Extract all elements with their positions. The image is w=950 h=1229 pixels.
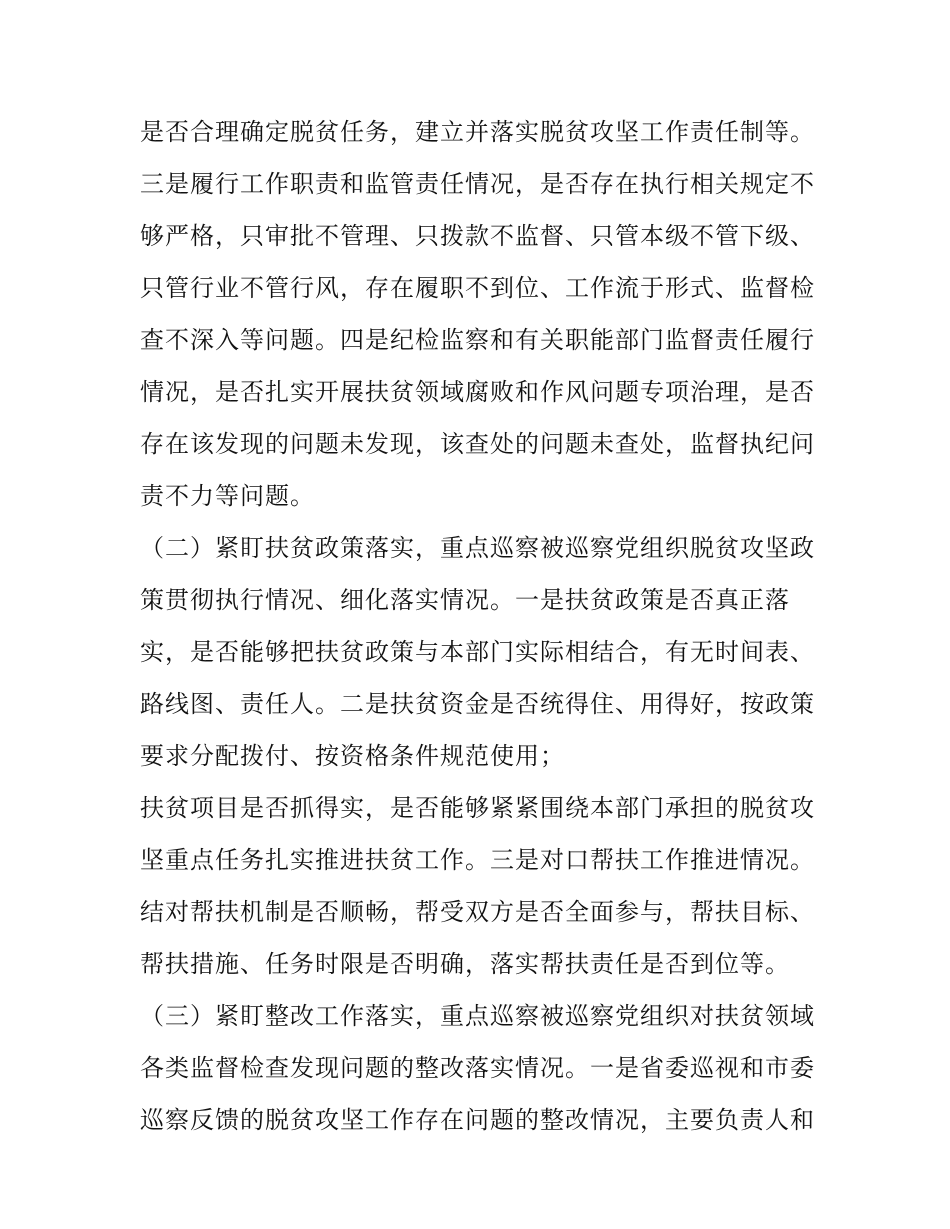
- text-line-7: 存在该发现的问题未发现，该查处的问题未查处，监督执纪问: [140, 430, 815, 458]
- text-line-8: 责不力等问题。: [140, 482, 315, 510]
- text-line-12: 路线图、责任人。二是扶贫资金是否统得住、用得好，按政策: [140, 690, 815, 718]
- text-line-17: 帮扶措施、任务时限是否明确，落实帮扶责任是否到位等。: [140, 950, 790, 978]
- section-heading-3: （三）紧盯整改工作落实，重点巡察被巡察党组织对扶贫领域: [140, 1002, 815, 1030]
- text-line-5: 查不深入等问题。四是纪检监察和有关职能部门监督责任履行: [140, 326, 815, 354]
- body-text: [140, 106, 830, 1146]
- text-line-1: 是否合理确定脱贫任务，建立并落实脱贫攻坚工作责任制等。: [140, 118, 815, 146]
- text-line-20: 巡察反馈的脱贫攻坚工作存在问题的整改情况，主要负责人和: [140, 1106, 815, 1134]
- text-line-13: 要求分配拨付、按资格条件规范使用；: [140, 742, 565, 770]
- text-line-4: 只管行业不管行风，存在履职不到位、工作流于形式、监督检: [140, 274, 815, 302]
- text-line-10: 策贯彻执行情况、细化落实情况。一是扶贫政策是否真正落: [140, 586, 790, 614]
- text-line-16: 结对帮扶机制是否顺畅，帮受双方是否全面参与，帮扶目标、: [140, 898, 815, 926]
- text-line-6: 情况，是否扎实开展扶贫领域腐败和作风问题专项治理，是否: [140, 378, 815, 406]
- text-line-15: 坚重点任务扎实推进扶贫工作。三是对口帮扶工作推进情况。: [140, 846, 815, 874]
- text-line-2: 三是履行工作职责和监管责任情况，是否存在执行相关规定不: [140, 170, 815, 198]
- section-heading-2: （二）紧盯扶贫政策落实，重点巡察被巡察党组织脱贫攻坚政: [140, 534, 815, 562]
- text-line-14: 扶贫项目是否抓得实，是否能够紧紧围绕本部门承担的脱贫攻: [140, 794, 815, 822]
- text-line-11: 实，是否能够把扶贫政策与本部门实际相结合，有无时间表、: [140, 638, 815, 666]
- text-line-19: 各类监督检查发现问题的整改落实情况。一是省委巡视和市委: [140, 1054, 815, 1082]
- text-line-3: 够严格，只审批不管理、只拨款不监督、只管本级不管下级、: [140, 222, 815, 250]
